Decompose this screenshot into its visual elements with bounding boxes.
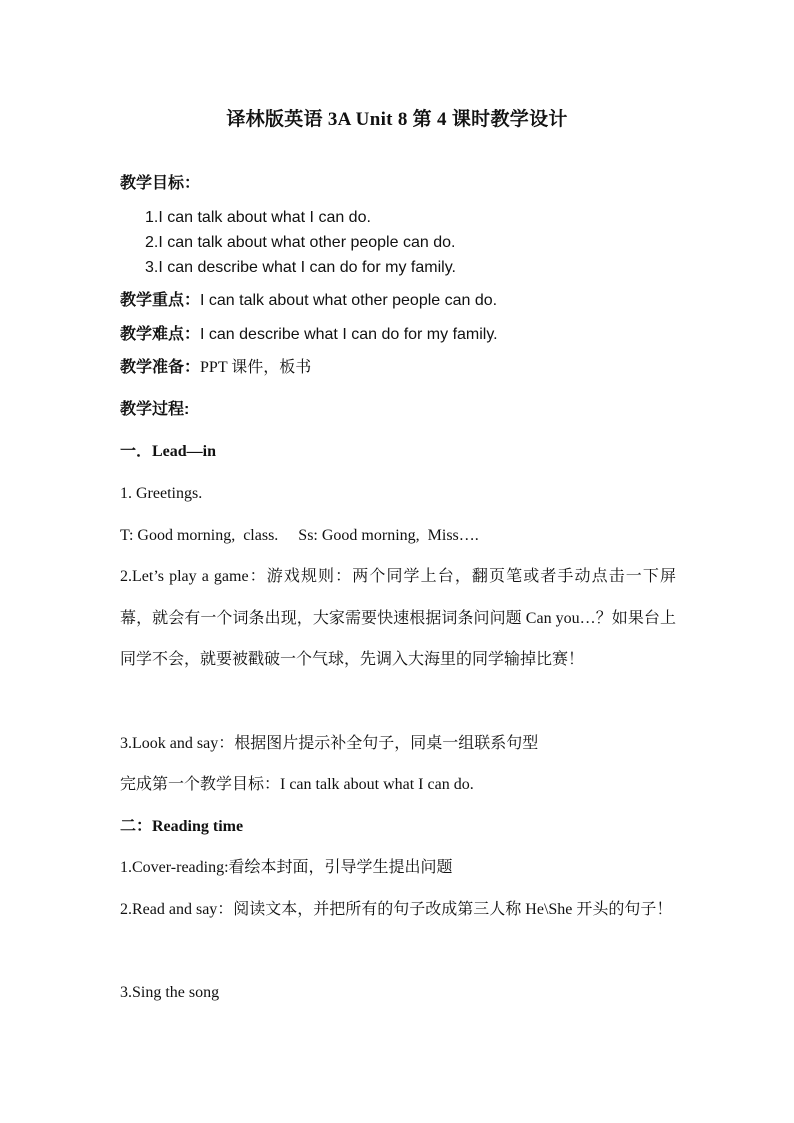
section1-step3: 3.Look and say：根据图片提示补全句子，同桌一组联系句型 (120, 735, 539, 752)
section1-step2: 2.Let’s play a game：游戏规则：两个同学上台，翻页笔或者手动点击一下屏幕，就会有一个词条出现，大家需要快速根据词条问问题 Can you…？如果台上同学不会，就要被戳破一个气球，先调入大海里的同学输掉比赛！ (120, 568, 676, 669)
objective-item-3: 3.I can describe what I can do for my family. (145, 259, 456, 276)
preparation-label: 教学准备： (120, 359, 201, 376)
objective-item-1: 1.I can talk about what I can do. (145, 209, 371, 226)
process-label: 教学过程: (120, 401, 190, 418)
section2-step3: 3.Sing the song (120, 984, 220, 1001)
preparation-text: PPT 课件，板书 (200, 359, 312, 376)
key-point-text: I can talk about what other people can do. (200, 292, 498, 309)
section2-heading (120, 817, 680, 837)
section1-step1: 1. Greetings. (120, 485, 203, 502)
section2-step2: 2.Read and say：阅读文本，并把所有的句子改成第三人称 He\She 开头的句子！ (120, 901, 673, 918)
objectives-label: 教学目标： (120, 175, 201, 192)
section1-dialog: T: Good morning, class. Ss: Good morning, Miss…. (120, 527, 479, 544)
preparation-row (120, 358, 680, 378)
difficult-point-text: I can describe what I can do for my family. (200, 326, 498, 343)
objective-item-2: 2.I can talk about what other people can do. (145, 234, 456, 251)
section1-heading (120, 442, 680, 462)
section1-step3-goal: 完成第一个教学目标：I can talk about what I can do. (120, 776, 474, 793)
process-row (120, 400, 680, 420)
difficult-point-row (120, 325, 680, 345)
section1-heading-text: 一．Lead—in (120, 443, 217, 460)
difficult-point-label: 教学难点： (120, 326, 201, 343)
objectives-row (120, 174, 680, 194)
section2-heading-text: 二：Reading time (120, 818, 244, 835)
section2-step1: 1.Cover-reading:看绘本封面，引导学生提出问题 (120, 859, 453, 876)
key-point-row (120, 291, 680, 311)
document-title: 译林版英语 3A Unit 8 第 4 课时教学设计 (226, 109, 568, 130)
key-point-label: 教学重点： (120, 292, 201, 309)
